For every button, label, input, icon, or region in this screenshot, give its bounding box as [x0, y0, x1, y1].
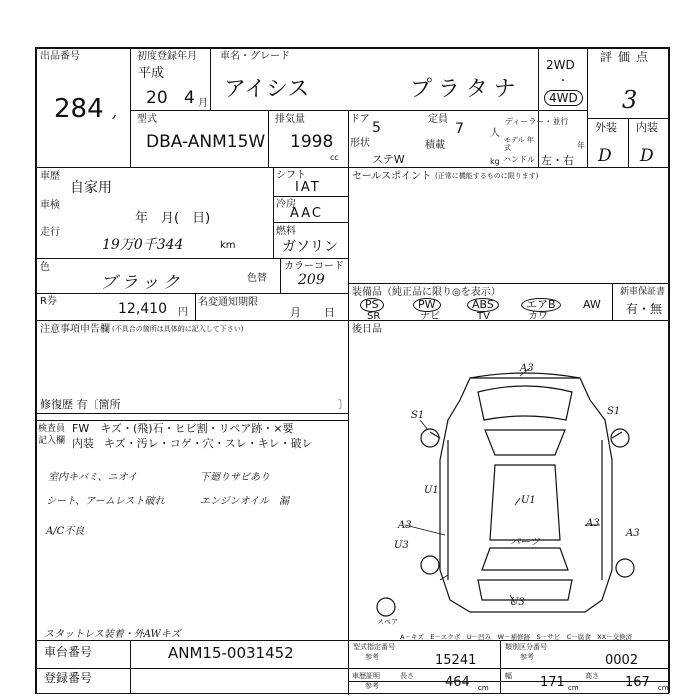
mileage-value: 19万0千344	[102, 237, 184, 253]
length-label: 長さ	[400, 672, 414, 680]
mark-u3-left: U3	[394, 540, 409, 551]
inspector-fw-row: FW キズ・(飛)石・ヒビ割・リペア跡・×要	[72, 422, 294, 435]
person-unit: 人	[490, 128, 500, 139]
type-no-ref: 参考	[365, 653, 379, 661]
door-value: 5	[372, 120, 381, 136]
equip-ps: PS	[360, 298, 384, 312]
mark-s1-right: S1	[607, 406, 621, 417]
repair-end: 〕	[338, 398, 349, 411]
shift-value: IAT	[295, 180, 321, 195]
due-value: 月 日	[290, 306, 341, 319]
nen-unit: 年	[577, 141, 585, 150]
seat-value: 7	[455, 121, 464, 137]
mileage-label: 走行	[40, 227, 60, 238]
sales-label: セールスポイント	[352, 171, 432, 182]
width-unit: cm	[568, 684, 579, 692]
cert-ref: 参考	[365, 682, 379, 690]
seat-label: 定員	[428, 114, 448, 125]
height-unit: cm	[658, 684, 669, 692]
ext-label: 外装	[595, 121, 617, 134]
equip-aw: AW	[583, 298, 601, 311]
mark-a3-door: A3	[398, 520, 412, 531]
color-label: 色	[40, 262, 50, 273]
inspector-label2: 記入欄	[38, 436, 66, 446]
reg-month: 4	[184, 88, 195, 108]
equip-abs: ABS	[467, 298, 499, 312]
hand-right1: 下廻りサビあり	[200, 472, 270, 483]
mark-a3-top: A3	[520, 363, 534, 374]
equip-pw: PW	[413, 298, 441, 312]
repair-label: 修復歴 有〔箇所	[40, 398, 121, 411]
inspector-int-row: キズ・汚レ・コゲ・穴・スレ・キレ・破レ	[104, 437, 313, 450]
type-no-value: 15241	[435, 653, 477, 668]
score-label: 評価点	[600, 50, 655, 64]
disp-value: 1998	[290, 132, 334, 152]
dealer-label: ディーラー・並行	[505, 117, 569, 126]
door-label: ドア	[350, 114, 370, 125]
dot: ・	[558, 76, 568, 87]
load-label: 積載	[425, 140, 445, 151]
reg-era: 平成	[138, 66, 165, 81]
chassis-value: ANM15-0031452	[168, 644, 294, 662]
disp-label: 排気量	[275, 114, 305, 125]
height-value: 167	[625, 675, 650, 690]
name-label: 車名・グレード	[220, 51, 290, 62]
int-label: 内装	[636, 121, 658, 134]
equip-airbag: エアB	[521, 298, 561, 312]
kg-unit: kg	[490, 157, 500, 166]
handle-value: 左・右	[541, 154, 574, 167]
class-ref: 参考	[520, 653, 534, 661]
equip-leather: カワ	[528, 311, 548, 322]
ac-label: 冷房	[276, 199, 296, 210]
lot-tick: ,	[112, 102, 118, 121]
mark-u1-side: U1	[424, 485, 439, 496]
shift-label: シフト	[276, 170, 306, 181]
reg-label: 初度登録年月	[137, 51, 197, 62]
model-year-label: モデル 年式	[504, 136, 534, 152]
class-value: 0002	[605, 653, 639, 668]
history-label: 車歴	[40, 171, 60, 182]
warranty-value: 有・無	[626, 302, 663, 316]
length-value: 464	[445, 675, 470, 690]
notes-sub: (不具合の箇所は具体的に記入して下さい)	[112, 325, 244, 333]
twowd-label: 2WD	[546, 58, 575, 72]
yen-unit: 円	[178, 307, 188, 318]
cc-unit: cc	[330, 153, 339, 162]
car-name: アイシス	[224, 77, 310, 102]
equip-navi: ナビ	[420, 311, 440, 322]
mark-parts: パーツ	[510, 537, 540, 548]
recycle-label: R券	[40, 296, 57, 307]
hand-bottom: スタットレス装着・外AWキズ	[44, 629, 181, 640]
mark-u1-roof: U1	[521, 495, 536, 506]
length-unit: cm	[478, 684, 489, 692]
sales-note: (正常に機能するものに限ります)	[435, 172, 539, 180]
int-score: D	[640, 146, 654, 166]
model-label: 型式	[137, 114, 157, 125]
fuel-value: ガソリン	[282, 239, 338, 255]
mark-u3-rear: U3	[510, 597, 525, 608]
cert-label: 車歴証明	[352, 672, 380, 680]
equip-label: 装備品（純正品に限り◎を表示）	[352, 287, 501, 298]
lot-label: 出品番号	[40, 51, 80, 62]
reg-year: 20	[146, 88, 168, 108]
recycle-value: 12,410	[118, 301, 167, 317]
color-code-value: 209	[298, 272, 325, 288]
after-label: 後日品	[352, 324, 382, 335]
shape-value: ステW	[372, 153, 405, 166]
spare-label: スペア	[377, 618, 398, 626]
height-label: 高さ	[585, 672, 599, 680]
hand-left1: 室内キバミ、ニオイ	[48, 472, 138, 483]
model-value: DBA-ANM15W	[146, 132, 266, 152]
inspector-label1: 検査員	[38, 424, 66, 434]
due-label: 名変通知期限	[198, 297, 258, 308]
equip-sr: SR	[367, 311, 381, 322]
mark-s1-left: S1	[411, 410, 425, 421]
fuel-label: 燃料	[276, 226, 296, 237]
color-change-label: 色替	[247, 273, 267, 284]
notes-label: 注意事項申告欄	[40, 324, 110, 335]
inspector-int-label: 内装	[72, 437, 94, 450]
color-value: ブラック	[100, 273, 184, 293]
lot-number: 284	[54, 94, 104, 124]
hand-right2: エンジンオイル 漏	[200, 496, 289, 507]
car-grade: プラタナ	[410, 77, 522, 102]
chassis-label: 車台番号	[44, 645, 93, 659]
reg-no-label: 登録番号	[44, 671, 93, 685]
equip-tv: TV	[477, 311, 490, 322]
color-code-label: カラーコード	[284, 261, 344, 272]
mark-a3-right: A3	[586, 518, 600, 529]
warranty-label: 新車保証書	[620, 287, 666, 297]
width-value: 171	[540, 675, 565, 690]
hand-left2: シート、アームレスト破れ	[46, 496, 165, 507]
inspection-value: 年 月( 日)	[135, 211, 211, 226]
km-unit: km	[220, 240, 236, 251]
history-value: 自家用	[70, 180, 112, 196]
handle-label: ハンドル	[503, 155, 535, 164]
score-value: 3	[622, 86, 638, 114]
damage-legend: A－キズ E－エクボ U－凹み W－補修跡 S－サビ C－腐食 XX－交換済	[400, 633, 633, 641]
reg-month-unit: 月	[198, 98, 208, 109]
fourwd-label: 4WD	[544, 90, 583, 106]
shape-label: 形状	[350, 138, 370, 149]
width-label: 幅	[505, 672, 512, 680]
ext-score: D	[598, 146, 612, 166]
mark-a3-wheel: A3	[626, 528, 640, 539]
ac-value: AAC	[290, 206, 323, 221]
inspection-label: 車検	[40, 200, 60, 211]
hand-left3: A/C不良	[46, 526, 85, 537]
type-no-label: 型式指定番号	[353, 643, 395, 651]
class-label: 類別区分番号	[505, 643, 547, 651]
